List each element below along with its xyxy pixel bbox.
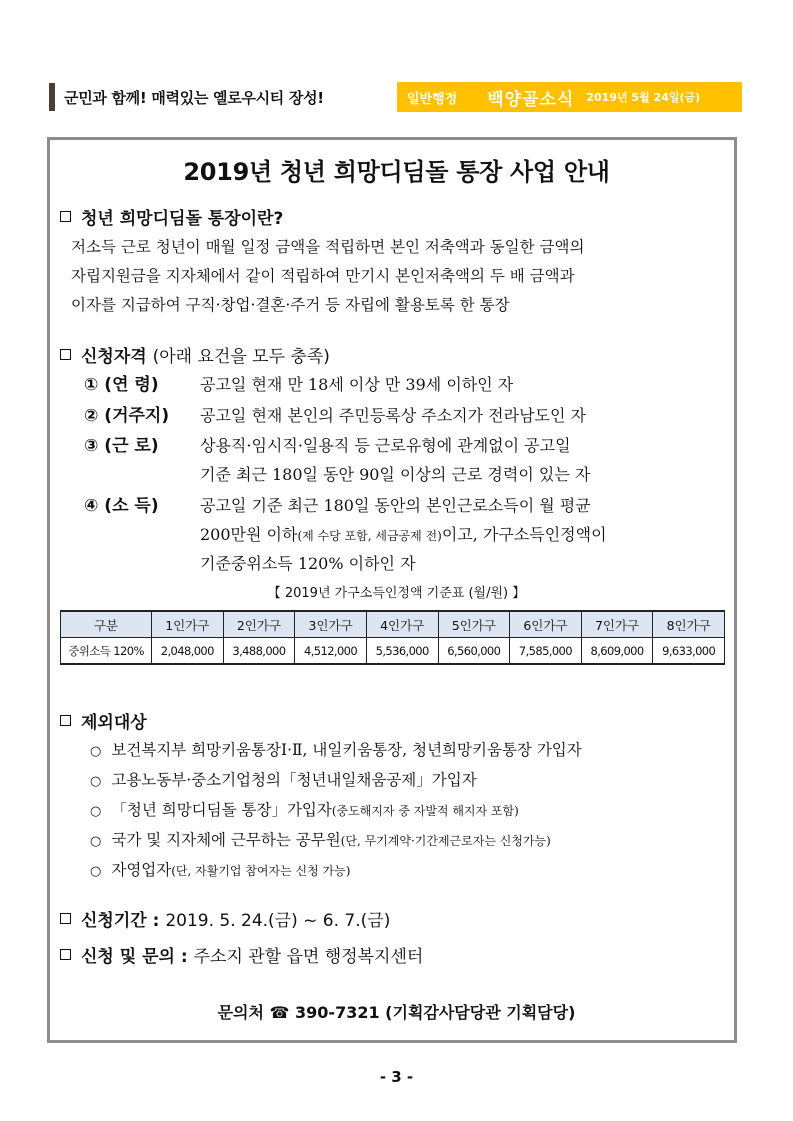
intro-line-1: 저소득 근로 청년이 매월 일정 금액을 적립하면 본인 저축액과 동일한 금액의 (71, 238, 585, 256)
exclusion-item: ○ 자영업자(단, 자활기업 참여자는 신청 가능) (90, 861, 351, 879)
header-newsletter-name: 백양골소식 (487, 89, 575, 110)
req-work-text-1: 상용직·임시직·일용직 등 근로유형에 관계없이 공고일 (200, 436, 571, 455)
exclusion-item: ○ 보건복지부 희망키움통장Ⅰ·Ⅱ, 내일키움통장, 청년희망키움통장 가입자 (90, 741, 582, 759)
req-residence-label: ② (거주지) (84, 406, 170, 426)
table-header-cell: 2인가구 (223, 611, 295, 638)
contact-info: 문의처 ☎ 390-7321 (기획감사담당관 기획담당) (217, 1003, 576, 1022)
table-cell: 7,585,000 (510, 638, 582, 665)
req-work-text-2: 기준 최근 180일 동안 90일 이상의 근로 경력이 있는 자 (200, 465, 591, 484)
req-work-label: ③ (근 로) (84, 436, 159, 456)
table-row (61, 638, 725, 665)
income-table-caption: 【 2019년 가구소득인정액 기준표 (월/원) 】 (267, 586, 526, 601)
page-number: - 3 - (379, 1068, 414, 1086)
circle-bullet-icon: ○ (90, 774, 102, 789)
table-cell: 5,536,000 (366, 638, 438, 665)
exclusion-item: ○ 국가 및 지자체에 근무하는 공무원(단, 무기계약·기간제근로자는 신청가능) (90, 831, 551, 849)
eligibility-heading: 신청자격 (아래 요건을 모두 충족) (60, 342, 330, 367)
table-header-cell: 3인가구 (295, 611, 367, 638)
table-header-cell: 7인가구 (581, 611, 653, 638)
square-bullet-icon (60, 949, 71, 960)
table-header-cell: 8인가구 (653, 611, 725, 638)
table-header-cell: 4인가구 (366, 611, 438, 638)
intro-line-2: 자립지원금을 지자체에서 같이 적립하여 만기시 본인저축액의 두 배 금액과 (71, 267, 575, 285)
circle-bullet-icon: ○ (90, 804, 102, 819)
header-badge (397, 82, 742, 112)
table-cell: 8,609,000 (581, 638, 653, 665)
circle-bullet-icon: ○ (90, 744, 102, 759)
exclusion-item: ○ 고용노동부·중소기업청의「청년내일채움공제」가입자 (90, 771, 477, 789)
square-bullet-icon (60, 211, 71, 222)
application-inquiry: 신청 및 문의 : 주소지 관할 읍면 행정복지센터 (60, 942, 423, 967)
req-residence-text: 공고일 현재 본인의 주민등록상 주소지가 전라남도인 자 (200, 406, 587, 425)
application-period: 신청기간 : 2019. 5. 24.(금) ~ 6. 7.(금) (60, 906, 390, 931)
req-income-text-2: 200만원 이하(제 수당 포함, 세금공제 전)이고, 가구소득인정액이 (200, 525, 607, 544)
table-cell: 4,512,000 (295, 638, 367, 665)
exclusion-item: ○ 「청년 희망디딤돌 통장」가입자(중도해지자 중 자발적 해지자 포함) (90, 801, 519, 819)
req-income-label: ④ (소 득) (84, 496, 159, 516)
header-accent-bar (49, 83, 55, 111)
table-cell: 9,633,000 (653, 638, 725, 665)
table-header-cell: 5인가구 (438, 611, 510, 638)
header-category: 일반행정 (407, 91, 458, 107)
table-header-cell: 구분 (61, 611, 152, 638)
header-date: 2019년 5월 24일(금) (586, 91, 701, 104)
table-cell: 3,488,000 (223, 638, 295, 665)
req-age-text: 공고일 현재 만 18세 이상 만 39세 이하인 자 (200, 375, 514, 394)
table-header-row (61, 611, 725, 638)
table-cell: 중위소득 120% (61, 638, 152, 665)
intro-line-3: 이자를 지급하여 구직·창업·결혼·주거 등 자립에 활용토록 한 통장 (71, 296, 510, 314)
square-bullet-icon (60, 349, 71, 360)
table-cell: 6,560,000 (438, 638, 510, 665)
req-age-label: ① (연 령) (84, 375, 159, 395)
exclusions-heading: 제외대상 (60, 708, 147, 733)
table-cell: 2,048,000 (152, 638, 224, 665)
income-table (60, 610, 725, 665)
req-income-text-3: 기준중위소득 120% 이하인 자 (200, 554, 416, 573)
square-bullet-icon (60, 913, 71, 924)
table-header-cell: 6인가구 (510, 611, 582, 638)
circle-bullet-icon: ○ (90, 864, 102, 879)
circle-bullet-icon: ○ (90, 834, 102, 849)
header-slogan: 군민과 함께! 매력있는 옐로우시티 장성! (64, 89, 324, 107)
intro-heading: 청년 희망디딤돌 통장이란? (60, 204, 283, 229)
req-income-text-1: 공고일 기준 최근 180일 동안의 본인근로소득이 월 평균 (200, 496, 591, 515)
square-bullet-icon (60, 715, 71, 726)
table-header-cell: 1인가구 (152, 611, 224, 638)
page-title: 2019년 청년 희망디딤돌 통장 사업 안내 (183, 158, 610, 186)
